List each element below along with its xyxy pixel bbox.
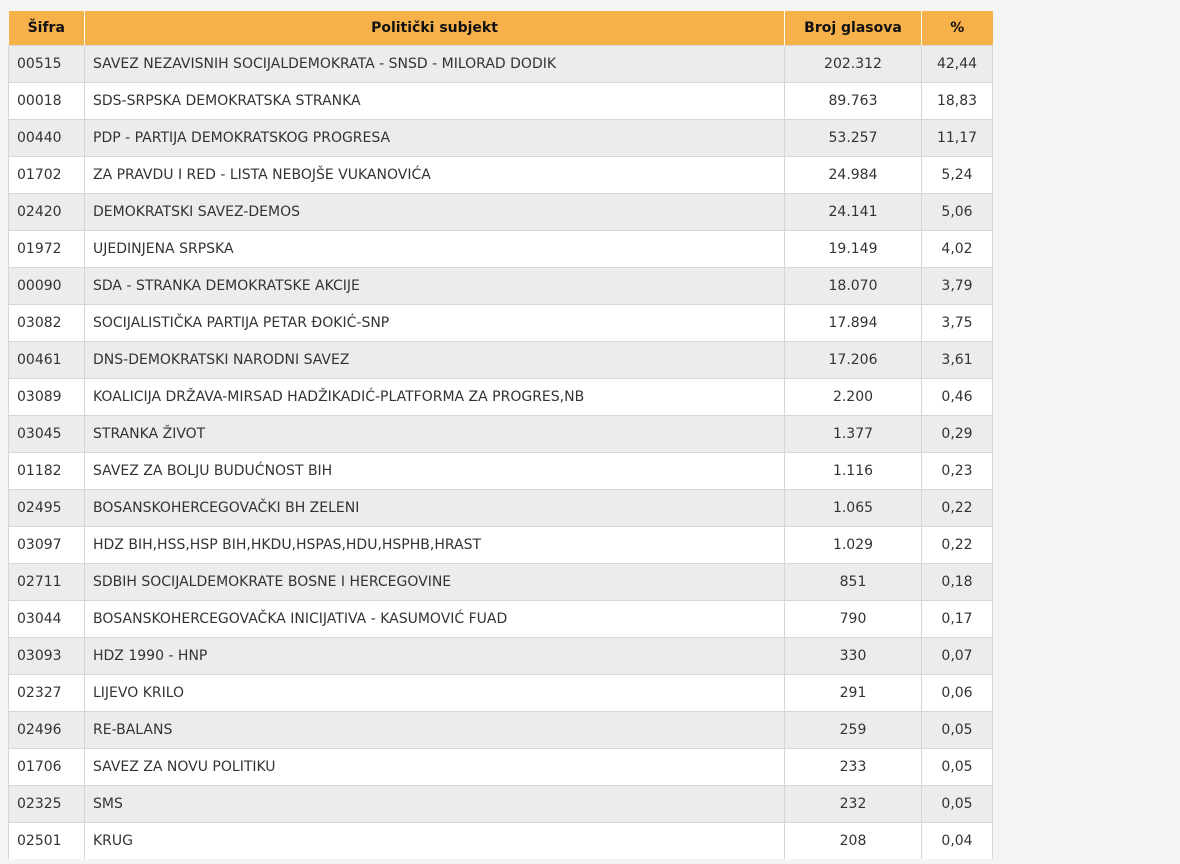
table-row	[9, 379, 993, 416]
cell-percent: 0,04	[922, 823, 993, 860]
table-row	[9, 342, 993, 379]
cell-code: 01182	[9, 453, 85, 490]
cell-votes: 233	[785, 749, 922, 786]
table-header	[9, 11, 993, 46]
cell-subject: DNS-DEMOKRATSKI NARODNI SAVEZ	[85, 342, 785, 379]
cell-subject: PDP - PARTIJA DEMOKRATSKOG PROGRESA	[85, 120, 785, 157]
cell-code: 02420	[9, 194, 85, 231]
table-row	[9, 83, 993, 120]
cell-percent: 0,22	[922, 527, 993, 564]
cell-votes: 1.065	[785, 490, 922, 527]
table-row	[9, 490, 993, 527]
table-row	[9, 46, 993, 83]
results-table-container	[8, 11, 992, 859]
cell-subject: SAVEZ NEZAVISNIH SOCIJALDEMOKRATA - SNSD - MILORAD DODIK	[85, 46, 785, 83]
table-row	[9, 712, 993, 749]
results-table	[8, 11, 993, 859]
cell-code: 01706	[9, 749, 85, 786]
cell-subject: ZA PRAVDU I RED - LISTA NEBOJŠE VUKANOVIĆA	[85, 157, 785, 194]
table-row	[9, 453, 993, 490]
cell-subject: UJEDINJENA SRPSKA	[85, 231, 785, 268]
cell-subject: STRANKA ŽIVOT	[85, 416, 785, 453]
table-row	[9, 120, 993, 157]
table-body	[9, 46, 993, 860]
table-row	[9, 564, 993, 601]
cell-percent: 3,75	[922, 305, 993, 342]
table-row	[9, 305, 993, 342]
cell-code: 01702	[9, 157, 85, 194]
cell-subject: SAVEZ ZA BOLJU BUDUĆNOST BIH	[85, 453, 785, 490]
cell-votes: 1.116	[785, 453, 922, 490]
cell-percent: 5,06	[922, 194, 993, 231]
cell-code: 00018	[9, 83, 85, 120]
cell-votes: 24.141	[785, 194, 922, 231]
column-header-code: Šifra	[9, 11, 85, 46]
cell-percent: 3,61	[922, 342, 993, 379]
cell-votes: 17.206	[785, 342, 922, 379]
cell-percent: 0,05	[922, 712, 993, 749]
cell-subject: SAVEZ ZA NOVU POLITIKU	[85, 749, 785, 786]
cell-subject: HDZ BIH,HSS,HSP BIH,HKDU,HSPAS,HDU,HSPHB,HRAST	[85, 527, 785, 564]
cell-code: 00515	[9, 46, 85, 83]
cell-subject: SDA - STRANKA DEMOKRATSKE AKCIJE	[85, 268, 785, 305]
cell-votes: 24.984	[785, 157, 922, 194]
cell-votes: 291	[785, 675, 922, 712]
cell-percent: 0,06	[922, 675, 993, 712]
cell-votes: 89.763	[785, 83, 922, 120]
cell-percent: 4,02	[922, 231, 993, 268]
cell-subject: KRUG	[85, 823, 785, 860]
table-row	[9, 157, 993, 194]
cell-votes: 259	[785, 712, 922, 749]
cell-subject: KOALICIJA DRŽAVA-MIRSAD HADŽIKADIĆ-PLATFORMA ZA PROGRES,NB	[85, 379, 785, 416]
cell-subject: SDBIH SOCIJALDEMOKRATE BOSNE I HERCEGOVINE	[85, 564, 785, 601]
cell-code: 02496	[9, 712, 85, 749]
cell-subject: SOCIJALISTIČKA PARTIJA PETAR ĐOKIĆ-SNP	[85, 305, 785, 342]
table-row	[9, 601, 993, 638]
cell-code: 02325	[9, 786, 85, 823]
cell-subject: DEMOKRATSKI SAVEZ-DEMOS	[85, 194, 785, 231]
cell-subject: RE-BALANS	[85, 712, 785, 749]
cell-percent: 0,23	[922, 453, 993, 490]
cell-votes: 17.894	[785, 305, 922, 342]
cell-code: 01972	[9, 231, 85, 268]
cell-votes: 2.200	[785, 379, 922, 416]
cell-percent: 0,07	[922, 638, 993, 675]
cell-code: 02501	[9, 823, 85, 860]
table-row	[9, 786, 993, 823]
column-header-percent: %	[922, 11, 993, 46]
cell-percent: 11,17	[922, 120, 993, 157]
cell-votes: 18.070	[785, 268, 922, 305]
table-row	[9, 231, 993, 268]
cell-votes: 330	[785, 638, 922, 675]
cell-percent: 0,18	[922, 564, 993, 601]
table-row	[9, 675, 993, 712]
cell-code: 03045	[9, 416, 85, 453]
cell-votes: 1.029	[785, 527, 922, 564]
cell-votes: 19.149	[785, 231, 922, 268]
cell-subject: BOSANSKOHERCEGOVAČKA INICIJATIVA - KASUMOVIĆ FUAD	[85, 601, 785, 638]
cell-votes: 1.377	[785, 416, 922, 453]
column-header-votes: Broj glasova	[785, 11, 922, 46]
cell-votes: 232	[785, 786, 922, 823]
cell-subject: SDS-SRPSKA DEMOKRATSKA STRANKA	[85, 83, 785, 120]
header-row	[9, 11, 993, 46]
cell-percent: 0,46	[922, 379, 993, 416]
table-row	[9, 823, 993, 860]
cell-votes: 790	[785, 601, 922, 638]
cell-code: 00090	[9, 268, 85, 305]
cell-percent: 18,83	[922, 83, 993, 120]
cell-percent: 0,05	[922, 749, 993, 786]
cell-percent: 0,29	[922, 416, 993, 453]
cell-votes: 202.312	[785, 46, 922, 83]
cell-code: 02495	[9, 490, 85, 527]
cell-code: 03097	[9, 527, 85, 564]
table-row	[9, 416, 993, 453]
cell-subject: SMS	[85, 786, 785, 823]
cell-code: 00461	[9, 342, 85, 379]
table-row	[9, 749, 993, 786]
cell-subject: HDZ 1990 - HNP	[85, 638, 785, 675]
cell-percent: 42,44	[922, 46, 993, 83]
cell-percent: 0,17	[922, 601, 993, 638]
cell-percent: 3,79	[922, 268, 993, 305]
table-row	[9, 638, 993, 675]
table-row	[9, 527, 993, 564]
cell-subject: LIJEVO KRILO	[85, 675, 785, 712]
cell-code: 03089	[9, 379, 85, 416]
cell-code: 03044	[9, 601, 85, 638]
cell-code: 03093	[9, 638, 85, 675]
column-header-subject: Politički subjekt	[85, 11, 785, 46]
cell-percent: 0,05	[922, 786, 993, 823]
cell-votes: 208	[785, 823, 922, 860]
cell-code: 02711	[9, 564, 85, 601]
cell-code: 03082	[9, 305, 85, 342]
cell-percent: 5,24	[922, 157, 993, 194]
table-row	[9, 268, 993, 305]
cell-percent: 0,22	[922, 490, 993, 527]
cell-code: 02327	[9, 675, 85, 712]
cell-votes: 851	[785, 564, 922, 601]
table-row	[9, 194, 993, 231]
cell-votes: 53.257	[785, 120, 922, 157]
cell-code: 00440	[9, 120, 85, 157]
cell-subject: BOSANSKOHERCEGOVAČKI BH ZELENI	[85, 490, 785, 527]
